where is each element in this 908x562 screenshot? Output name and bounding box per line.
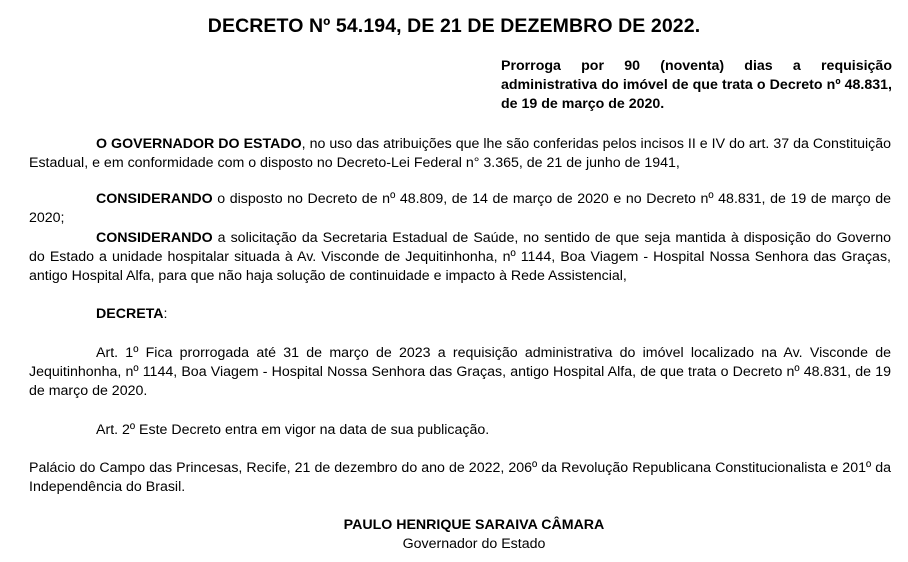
decreta-lead: DECRETA <box>96 306 164 322</box>
signatory-name: PAULO HENRIQUE SARAIVA CÂMARA <box>343 517 605 533</box>
considerando-paragraph-2 <box>29 229 891 286</box>
decree-title: DECRETO Nº 54.194, DE 21 DE DEZEMBRO DE 2022. <box>207 15 701 37</box>
decreta-paragraph <box>29 305 891 324</box>
article-1: Art. 1º Fica prorrogada até 31 de março de 2023 a requisição administrativa do imóvel localizado na Av. Visconde de Jequitinhonha, nº 1144, Boa Viagem - Hospital Nossa Senhora das Graças, antigo Hospital Alfa, de que trata o Decreto nº 48.831, de 19 de março de 2020. <box>29 345 891 399</box>
preamble-text: , no uso das atribuições que lhe são conferidas pelos incisos II e IV do art. 37 da Constituição Estadual, e em conformidade com o disposto no Decreto-Lei Federal n° 3.365, de 21 de junho de 1941, <box>29 136 891 171</box>
considerando-1-text: o disposto no Decreto de nº 48.809, de 14 de março de 2020 e no Decreto nº 48.831, de 19 de março de 2020; <box>29 191 891 226</box>
preamble-paragraph <box>29 135 891 173</box>
considerando-2-lead: CONSIDERANDO <box>96 230 213 246</box>
decreta-colon: : <box>163 306 168 322</box>
decree-summary: Prorroga por 90 (noventa) dias a requisição administrativa do imóvel de que trata o Decreto nº 48.831, de 19 de março de 2020. <box>501 58 892 112</box>
signatory-role: Governador do Estado <box>402 536 546 552</box>
considerando-paragraph-1 <box>29 190 891 228</box>
considerando-2-text: a solicitação da Secretaria Estadual de Saúde, no sentido de que seja mantida à disposição do Governo do Estado a unidade hospitalar situada à Av. Visconde de Jequitinhonha, nº 1144, Boa Viagem - Hospital Nossa Senhora das Graças, antigo Hospital Alfa, para que não haja solução de continuidade e impacto à Rede Assistencial, <box>29 230 891 284</box>
article-2: Art. 2º Este Decreto entra em vigor na data de sua publicação. <box>96 422 490 438</box>
considerando-1-lead: CONSIDERANDO <box>96 191 213 207</box>
place-and-date: Palácio do Campo das Princesas, Recife, 21 de dezembro do ano de 2022, 206º da Revolução Republicana Constitucionalista e 201º da Independência do Brasil. <box>29 460 891 495</box>
preamble-lead: O GOVERNADOR DO ESTADO <box>96 136 302 152</box>
